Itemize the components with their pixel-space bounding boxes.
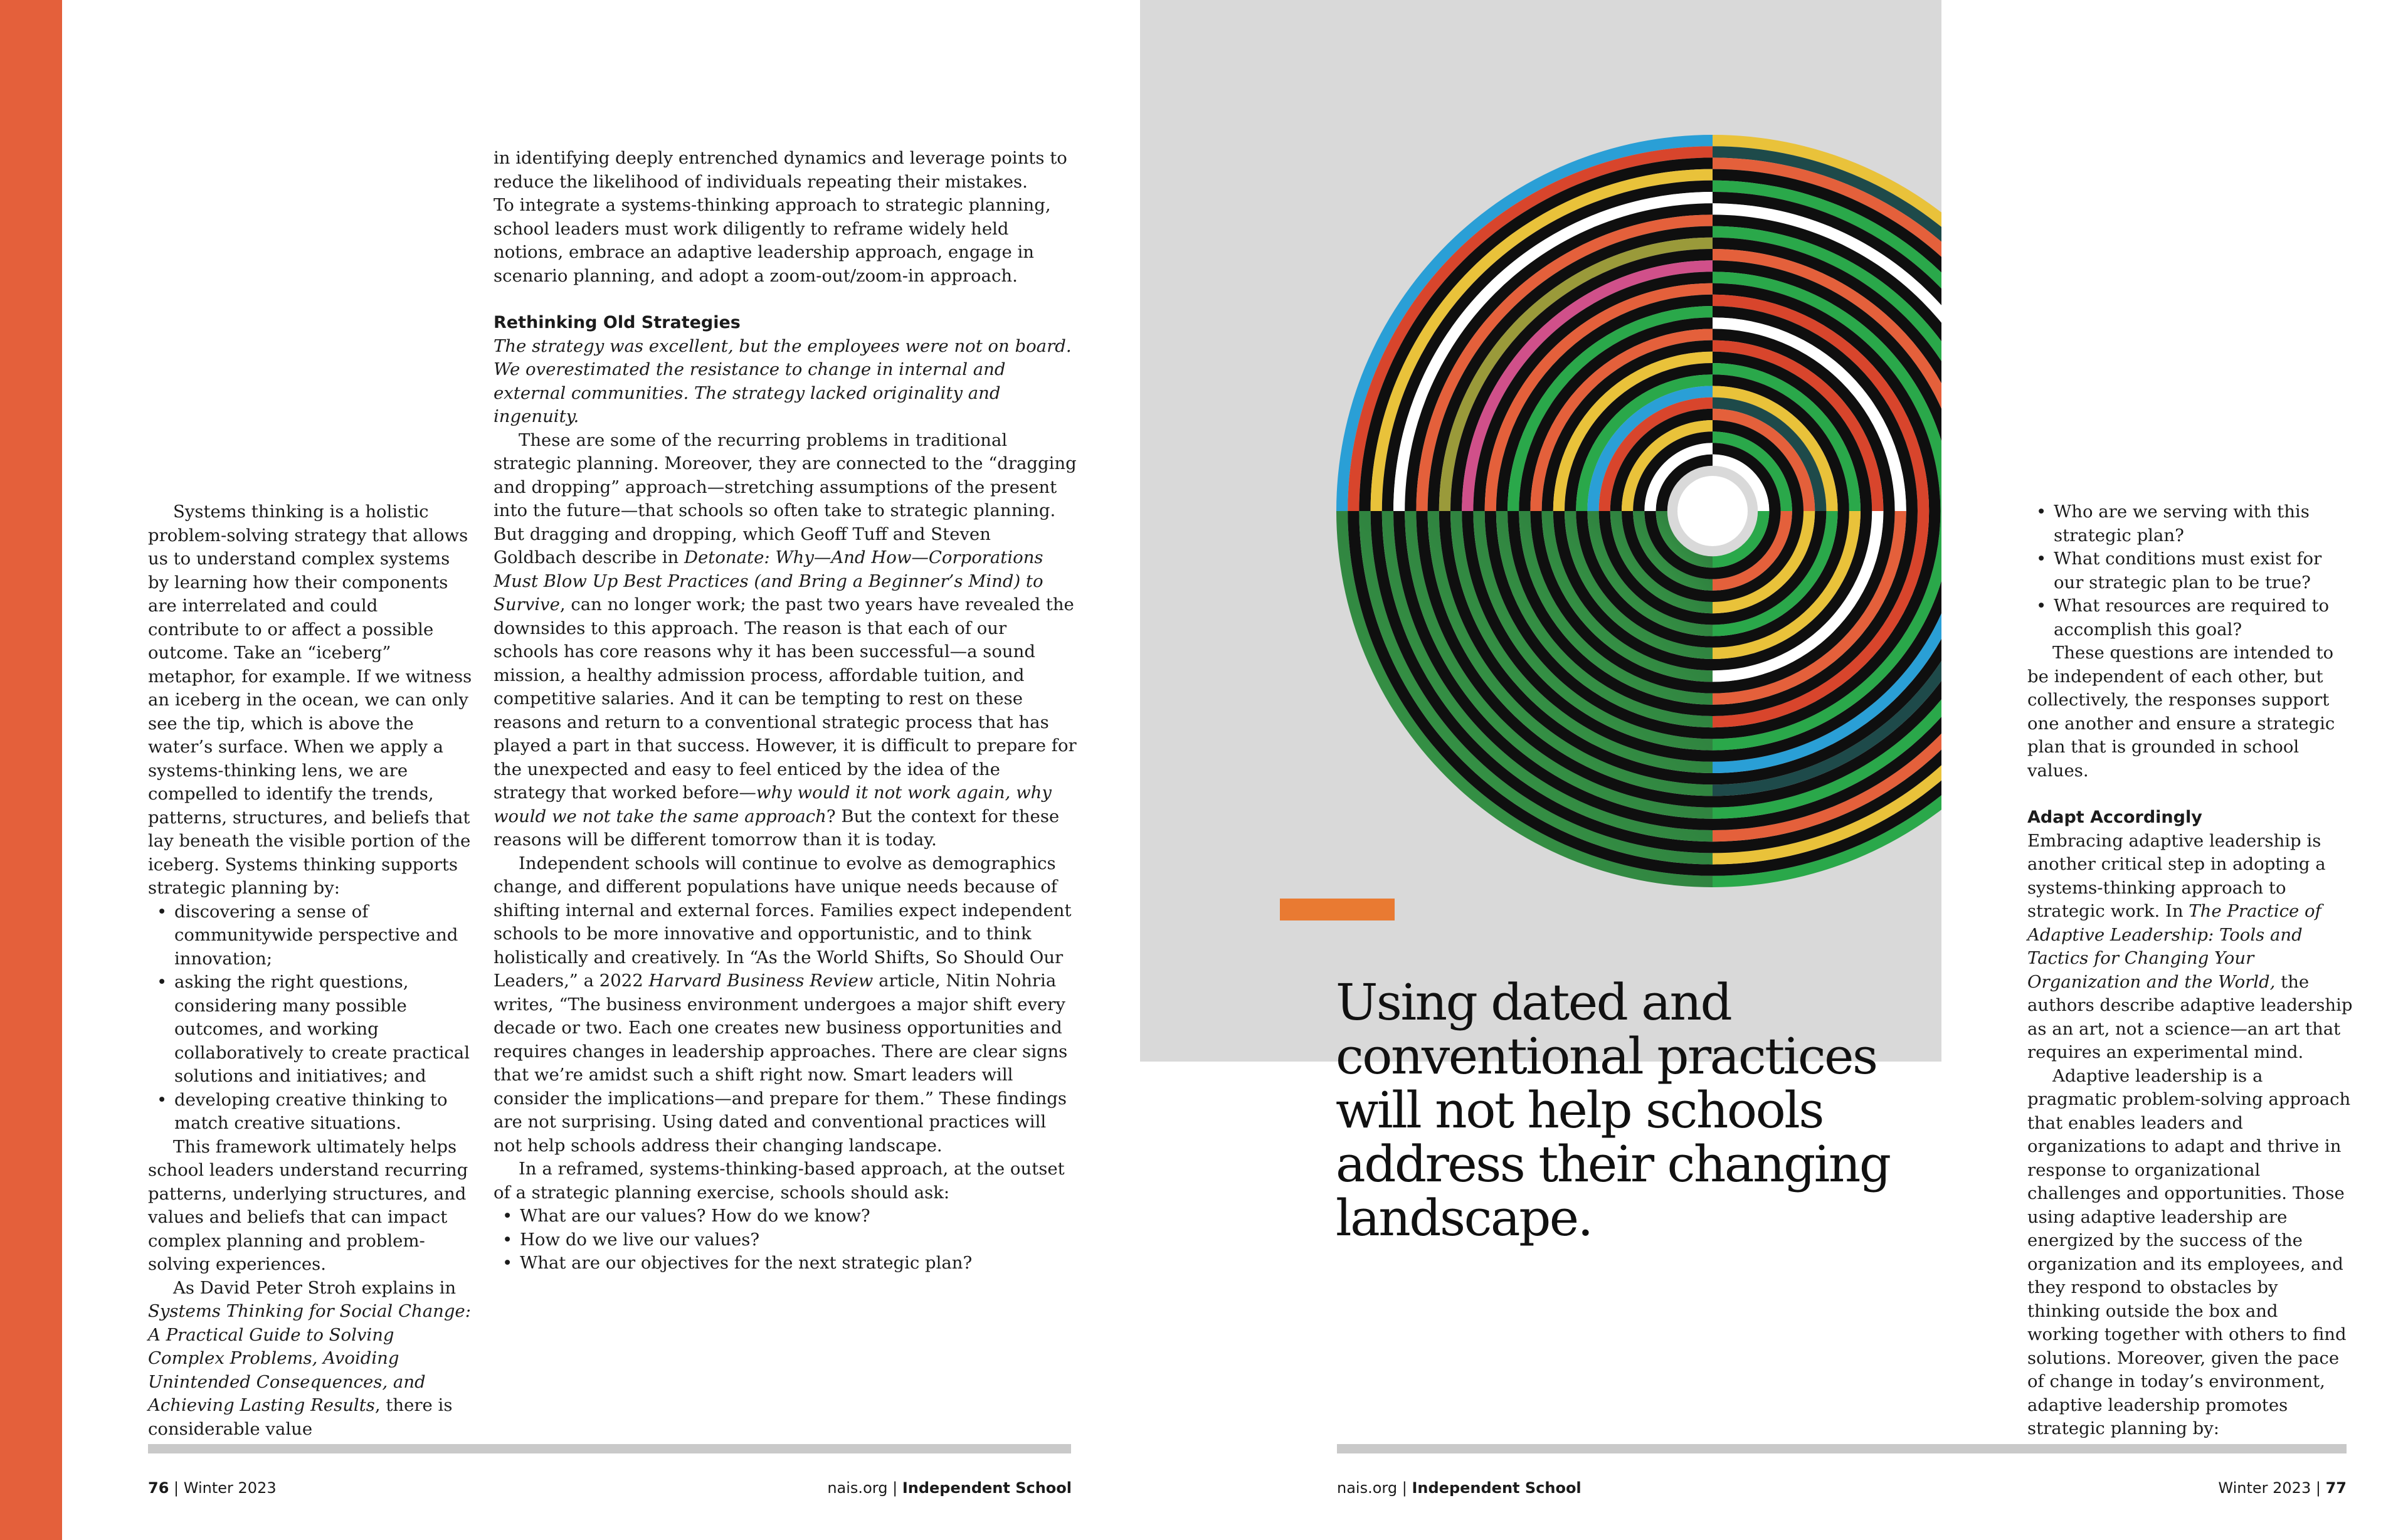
paragraph: Adaptive leadership is a pragmatic problem-solving approach that enables leaders and organizations to adapt and thrive in response to organizational challenges and opportunities. Those using adaptive leadership are energized by the success of the organization and its employees, and they respond to obstacles by thinking outside the box and working together with others to find solutions. Moreover, given the pace of change in today’s environment, adaptive leadership promotes strategic planning by: [2027, 1065, 2351, 1438]
center-circle [1677, 476, 1748, 546]
list-item: • How do we live our values? [494, 1228, 1077, 1252]
footer-left-site[interactable]: nais.org | Independent School [827, 1479, 1072, 1497]
list-item: • What are our values? How do we know? [494, 1205, 1077, 1228]
italic-quotes: The strategy was excellent, but the employees were not on board. We overestimated the resistance to change in internal and external communities. The strategy lacked originality and ingenuity. [494, 335, 1072, 426]
book-title: The Practice of Adaptive Leadership: Tools and Tactics for Changing Your Organization and the World, [2027, 901, 2321, 992]
footer-right: Winter 2023 | 77 [2218, 1479, 2347, 1497]
paragraph: Embracing adaptive leadership is another critical step in adopting a systems-thinking approach to strategic work. In The Practice of Adaptive Leadership: Tools and Tactics for Changing Your Organization and the World, the authors describe adaptive leadership as an art, not a science—an art that requires an experimental mind. [2027, 830, 2353, 1062]
list-item: • discovering a sense of communitywide perspective and innovation; [148, 900, 474, 971]
bullet-list [148, 900, 474, 1136]
page-number: 76 [148, 1479, 169, 1497]
concentric-circles-artwork [1140, 0, 1941, 1062]
pull-quote: Using dated and conventional practices will not help schools address their changing landscape. [1336, 973, 1890, 1247]
middle-column [494, 147, 1077, 1275]
bullet-list [2027, 500, 2353, 641]
bullet-list [494, 1205, 1077, 1275]
list-item: • developing creative thinking to match creative situations. [148, 1089, 474, 1136]
paragraph: This framework ultimately helps school leaders understand recurring patterns, underlying structures, and values and beliefs that can impact complex planning and problem-solving experiences. [148, 1136, 468, 1274]
publication-title: Harvard Business Review [648, 971, 874, 991]
list-item: • Who are we serving with this strategic plan? [2027, 500, 2353, 547]
paragraph: These are some of the recurring problems in traditional strategic planning. Moreover, they are connected to the “dragging and dropping” approach—stretching assumptions of the present into the future—that schools so often take to strategic planning. But dragging and dropping, which Geoff Tuff and Steven Goldbach describe in Detonate: Why—And How—Corporations Must Blow Up Best Practices (and Bring a Beginner’s Mind) to Survive, can no longer work; the past two years have revealed the downsides to this approach. The reason is that each of our schools has core reasons why it has been successful—a sound mission, a healthy admission process, affordable tuition, and competitive salaries. And it can be tempting to rest on these reasons and return to a conventional strategic process that has played a part in that success. However, it is difficult to prepare for the unexpected and easy to feel enticed by the idea of the strategy that worked before—why would it not work again, why would we not take the same approach? But the context for these reasons will be different tomorrow than it is today. [494, 430, 1077, 850]
section-heading: Adapt Accordingly [2027, 808, 2202, 827]
book-title: Detonate: Why—And How—Corporations Must Blow Up Best Practices (and Bring a Beginner’s Mind) to Survive [494, 547, 1043, 614]
issue-date: Winter 2023 [183, 1479, 277, 1497]
site-link[interactable]: nais.org [1337, 1479, 1398, 1497]
paragraph: These questions are intended to be independent of each other, but collectively, the responses support one another and ensure a strategic plan that is grounded in school values. [2027, 643, 2335, 781]
book-title: Systems Thinking for Social Change: A Practical Guide to Solving Complex Problems, Avoiding Unintended Consequences, and Achieving Lasting Results [148, 1301, 471, 1415]
list-item: • What conditions must exist for our strategic plan to be true? [2027, 547, 2353, 594]
footer-rule-left [148, 1444, 1071, 1453]
paragraph: As David Peter Stroh explains in Systems Thinking for Social Change: A Practical Guide to Solving Complex Problems, Avoiding Unintended Consequences, and Achieving Lasting Results, there is considerable value [148, 1277, 471, 1439]
paragraph: Systems thinking is a holistic problem-solving strategy that allows us to understand complex systems by learning how their components are interrelated and could contribute to or affect a possible outcome. Take an “iceberg” metaphor, for example. If we witness an iceberg in the ocean, we can only see the tip, which is above the water’s surface. When we apply a systems-thinking lens, we are compelled to identify the trends, patterns, structures, and beliefs that lay beneath the visible portion of the iceberg. Systems thinking supports strategic planning by: [148, 502, 472, 898]
paragraph: To integrate a systems-thinking approach to strategic planning, school leaders must work diligently to reframe widely held notions, embrace an adaptive leadership approach, engage in scenario planning, and adopt a zoom-out/zoom-in approach. [494, 195, 1051, 286]
page-number: 77 [2325, 1479, 2347, 1497]
paragraph: Independent schools will continue to evolve as demographics change, and different populations have unique needs because of shifting internal and external forces. Families expect independent schools to be more innovative and opportunistic, and to think holistically and creatively. In “As the World Shifts, So Should Our Leaders,” a 2022 Harvard Business Review article, Nitin Nohria writes, “The business environment undergoes a major shift every decade or two. Each one creates new business opportunities and requires changes in leadership approaches. There are clear signs that we’re amidst such a shift right now. Smart leaders will consider the implications—and prepare for them.” These findings are not surprising. Using dated and conventional practices will not help schools address their changing landscape. [494, 853, 1072, 1156]
list-item: • What are our objectives for the next strategic plan? [494, 1252, 1077, 1275]
issue-date: Winter 2023 [2218, 1479, 2311, 1497]
footer-rule-right [1337, 1444, 2347, 1453]
footer-left: 76 | Winter 2023 [148, 1479, 277, 1497]
section-heading: Rethinking Old Strategies [494, 313, 741, 332]
list-item: • What resources are required to accomplish this goal? [2027, 594, 2353, 641]
right-column [2027, 500, 2353, 1441]
publication-name: Independent School [902, 1479, 1072, 1497]
accent-bar [1280, 899, 1395, 920]
list-item: • asking the right questions, considering many possible outcomes, and working collaboratively to create practical solutions and initiatives; and [148, 971, 474, 1089]
left-column [148, 500, 474, 1441]
left-edge-color-bar [0, 0, 62, 1540]
paragraph: In a reframed, systems-thinking-based approach, at the outset of a strategic planning exercise, schools should ask: [494, 1159, 1065, 1203]
site-link[interactable]: nais.org [827, 1479, 888, 1497]
footer-right-site[interactable]: nais.org | Independent School [1337, 1479, 1582, 1497]
publication-name: Independent School [1412, 1479, 1582, 1497]
paragraph: in identifying deeply entrenched dynamics and leverage points to reduce the likelihood of individuals repeating their mistakes. [494, 148, 1067, 192]
